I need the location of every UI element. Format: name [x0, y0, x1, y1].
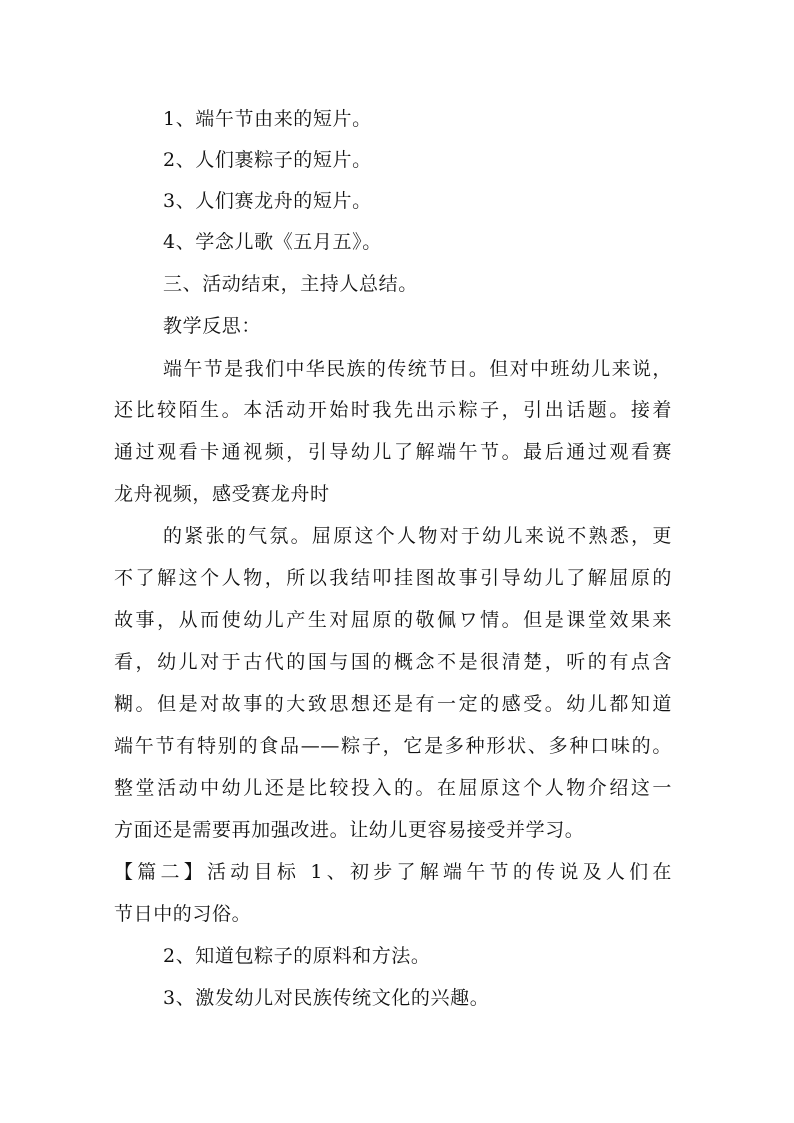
- paragraph-line: 故事，从而使幼儿产生对屈原的敬佩ワ情。但是课堂效果来: [114, 609, 672, 631]
- paragraph-line: 看，幼儿对于古代的国与国的概念不是很清楚，听的有点含: [114, 651, 672, 673]
- paragraph-line: 端午节有特别的食品——粽子，它是多种形状、多种口味的。: [114, 735, 672, 757]
- paragraph-line: 通过观看卡通视频，引导幼儿了解端午节。最后通过观看赛: [114, 441, 672, 463]
- list-item-4: 4、学念儿歌《五月五》。: [163, 231, 382, 253]
- paragraph-line: 方面还是需要再加强改进。让幼儿更容易接受并学习。: [114, 819, 585, 841]
- list-item-1: 1、端午节由来的短片。: [163, 108, 372, 130]
- paragraph-line: 龙舟视频，感受赛龙舟时: [114, 483, 330, 505]
- list-item-goal-3: 3、激发幼儿对民族传统文化的兴趣。: [163, 987, 490, 1009]
- paragraph-line: 不了解这个人物，所以我结叩挂图故事引导幼儿了解屈原的: [114, 567, 672, 589]
- paragraph-line: 节日中的习俗。: [114, 903, 252, 925]
- list-item-goal-2: 2、知道包粽子的原料和方法。: [163, 945, 431, 967]
- paragraph-line: 端午节是我们中华民族的传统节日。但对中班幼儿来说，: [163, 358, 672, 380]
- section-heading-part-two: 【篇二】活动目标 1、初步了解端午节的传说及人们在: [114, 861, 672, 883]
- list-item-2: 2、人们裹粽子的短片。: [163, 149, 372, 171]
- paragraph-line: 的紧张的气氛。屈原这个人物对于幼儿来说不熟悉，更: [163, 525, 672, 547]
- section-heading-reflection: 教学反思：: [163, 315, 262, 337]
- paragraph-line: 还比较陌生。本活动开始时我先出示粽子，引出话题。接着: [114, 399, 672, 421]
- section-heading-end: 三、活动结束，主持人总结。: [163, 273, 418, 295]
- paragraph-line: 糊。但是对故事的大致思想还是有一定的感受。幼儿都知道: [114, 693, 672, 715]
- paragraph-line: 整堂活动中幼儿还是比较投入的。在屈原这个人物介绍这一: [114, 777, 672, 799]
- list-item-3: 3、人们赛龙舟的短片。: [163, 190, 372, 212]
